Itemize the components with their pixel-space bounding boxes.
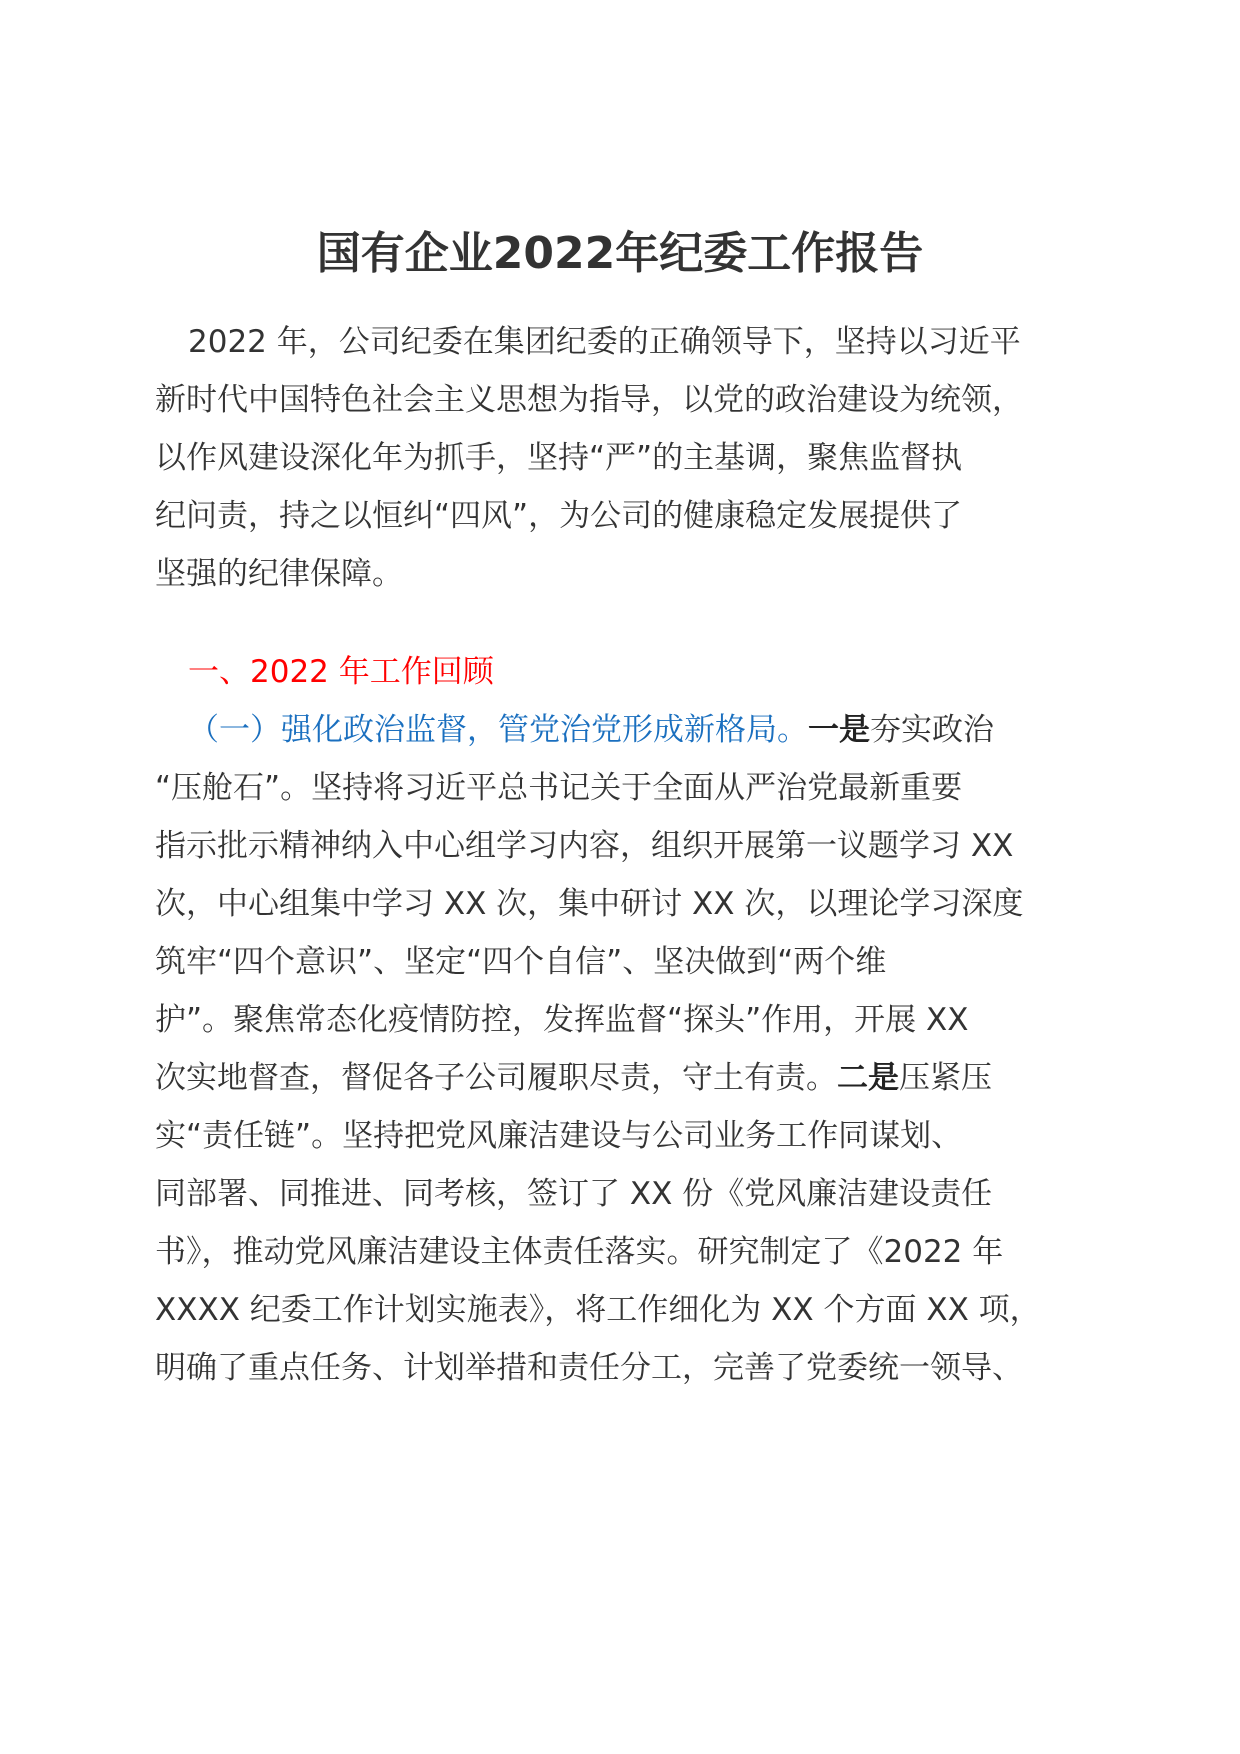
point-text: 次实地督查，督促各子公司履职尽责，守土有责。 <box>155 1060 837 1096</box>
subsection-heading: （一）强化政治监督，管党治党形成新格局。 <box>188 712 808 748</box>
body-line: 同部署、同推进、同考核，签订了 XX 份《党风廉洁建设责任 <box>155 1176 993 1212</box>
intro-line: 2022 年，公司纪委在集团纪委的正确领导下，坚持以习近平 <box>188 324 1021 360</box>
body-line: 护”。聚焦常态化疫情防控，发挥监督“探头”作用，开展 XX <box>155 1002 969 1038</box>
body-line: XXXX 纪委工作计划实施表》，将工作细化为 XX 个方面 XX 项， <box>155 1292 1041 1328</box>
body-line: 书》，推动党风廉洁建设主体责任落实。研究制定了《2022 年 <box>155 1234 1004 1270</box>
subsection-heading-line <box>188 710 994 750</box>
intro-line: 坚强的纪律保障。 <box>155 556 403 592</box>
body-line: 实“责任链”。坚持把党风廉洁建设与公司业务工作同谋划、 <box>155 1118 963 1154</box>
body-line: 筑牢“四个意识”、坚定“四个自信”、坚决做到“两个维 <box>155 944 887 980</box>
point-text: 夯实政治 <box>870 712 994 748</box>
intro-line: 新时代中国特色社会主义思想为指导，以党的政治建设为统领， <box>155 382 1023 418</box>
body-line: “压舱石”。坚持将习近平总书记关于全面从严治党最新重要 <box>155 770 963 806</box>
point-label: 二是 <box>837 1060 899 1096</box>
point-text: 压紧压 <box>899 1060 992 1096</box>
body-line: 次，中心组集中学习 XX 次，集中研讨 XX 次，以理论学习深度 <box>155 886 1024 922</box>
body-line: 明确了重点任务、计划举措和责任分工，完善了党委统一领导、 <box>155 1350 1023 1386</box>
intro-line: 纪问责，持之以恒纠“四风”，为公司的健康稳定发展提供了 <box>155 498 963 534</box>
body-line <box>155 1058 992 1098</box>
section-heading: 一、2022 年工作回顾 <box>188 654 494 690</box>
body-line: 指示批示精神纳入中心组学习内容，组织开展第一议题学习 XX <box>155 828 1014 864</box>
intro-line: 以作风建设深化年为抓手，坚持“严”的主基调，聚焦监督执 <box>155 440 963 476</box>
document-title: 国有企业2022年纪委工作报告 <box>316 228 924 279</box>
point-label: 一是 <box>808 712 870 748</box>
